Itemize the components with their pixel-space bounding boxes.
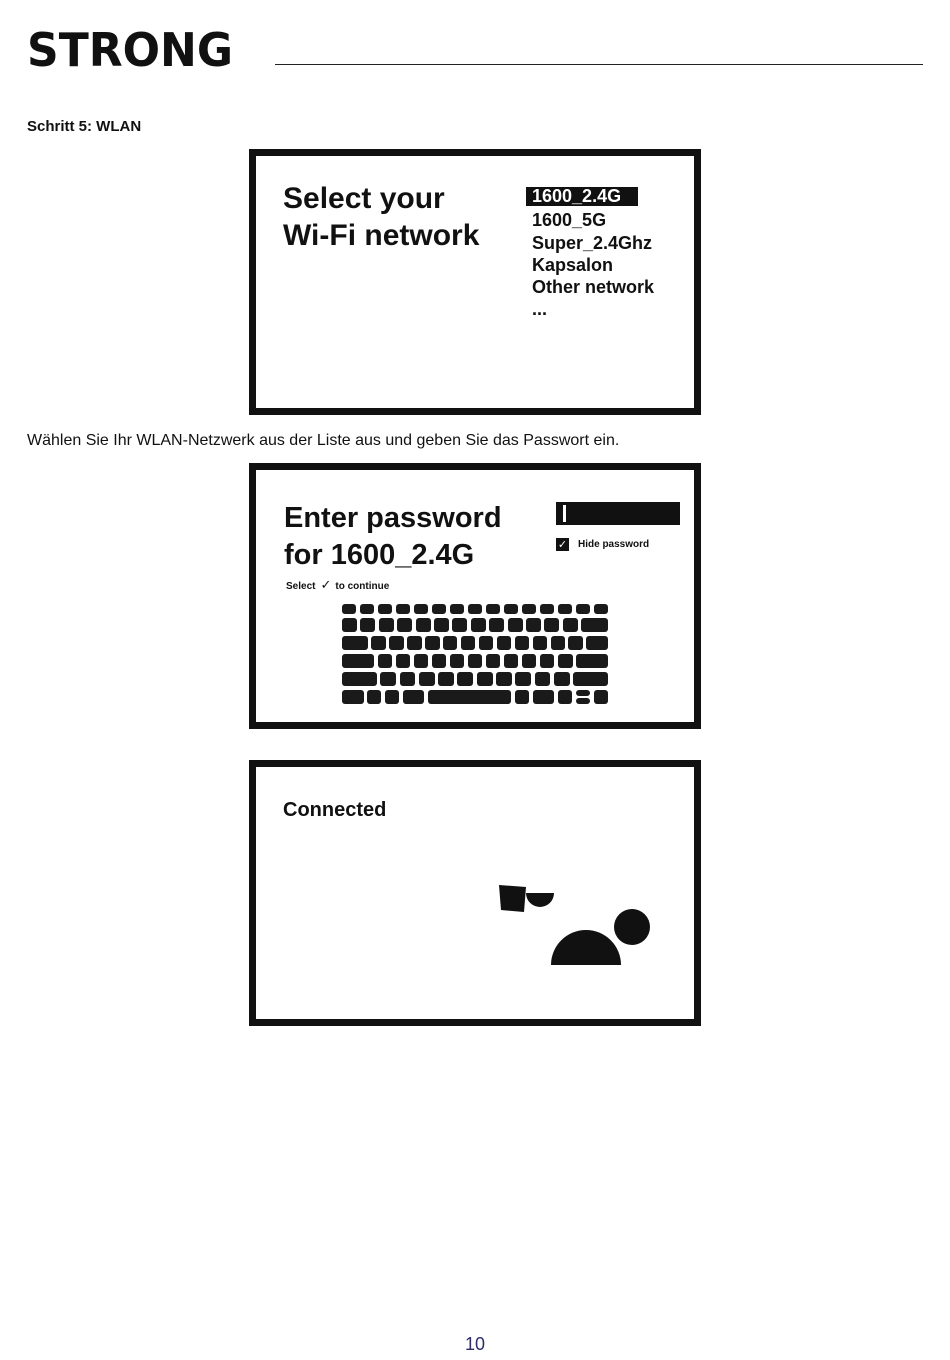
keyboard-key[interactable] <box>594 604 608 614</box>
keyboard-key[interactable] <box>496 672 512 687</box>
keyboard-key[interactable] <box>508 618 523 633</box>
network-item[interactable]: 1600_5G <box>532 210 607 231</box>
keyboard-key-caps[interactable] <box>342 654 374 669</box>
network-item-other[interactable]: Other network <box>532 277 655 298</box>
hint-select-text: Select <box>286 581 316 592</box>
keyboard-key[interactable] <box>522 654 537 669</box>
text-cursor <box>563 505 566 522</box>
hide-password-label: Hide password <box>578 539 650 550</box>
keyboard-key-arrow-up[interactable] <box>576 690 590 696</box>
keyboard-key-shift[interactable] <box>573 672 608 687</box>
square-shape <box>499 885 526 912</box>
keyboard-key[interactable] <box>471 618 486 633</box>
keyboard-key[interactable] <box>432 604 446 614</box>
keyboard-key[interactable] <box>533 690 555 705</box>
password-title-line-1: Enter password <box>284 502 502 534</box>
network-item[interactable]: Super_2.4Ghz <box>532 232 653 253</box>
keyboard-key[interactable] <box>558 654 573 669</box>
keyboard-key[interactable] <box>414 654 429 669</box>
keyboard-key[interactable] <box>489 618 504 633</box>
hide-password-checkbox[interactable]: ✓ <box>557 538 568 551</box>
onscreen-keyboard-icon[interactable] <box>342 604 608 708</box>
keyboard-key-shift[interactable] <box>342 672 377 687</box>
keyboard-key[interactable] <box>443 636 457 651</box>
keyboard-key[interactable] <box>558 604 572 614</box>
keyboard-key[interactable] <box>468 654 483 669</box>
keyboard-key[interactable] <box>438 672 454 687</box>
keyboard-key[interactable] <box>522 604 536 614</box>
network-item[interactable]: Kapsalon <box>532 254 614 275</box>
strong-logo <box>27 26 233 70</box>
keyboard-key[interactable] <box>396 654 411 669</box>
page-number: 10 <box>464 1334 486 1354</box>
keyboard-key[interactable] <box>371 636 385 651</box>
half-dome-shape <box>551 930 621 965</box>
keyboard-key[interactable] <box>407 636 421 651</box>
keyboard-key-tab[interactable] <box>342 636 368 651</box>
keyboard-key-space[interactable] <box>428 690 511 705</box>
circle-shape <box>614 909 650 945</box>
keyboard-key[interactable] <box>504 654 519 669</box>
keyboard-key[interactable] <box>452 618 467 633</box>
hint-continue-text: to continue <box>335 581 390 592</box>
network-item-more[interactable]: ... <box>532 299 548 320</box>
keyboard-key[interactable] <box>385 690 399 705</box>
keyboard-key[interactable] <box>400 672 416 687</box>
keyboard-key[interactable] <box>486 654 501 669</box>
keyboard-key[interactable] <box>403 690 425 705</box>
keyboard-key[interactable] <box>479 636 493 651</box>
connected-screen <box>249 760 701 1026</box>
keyboard-key[interactable] <box>396 604 410 614</box>
network-list <box>526 187 654 321</box>
password-title-line-2: for 1600_2.4G <box>284 539 475 571</box>
keyboard-key[interactable] <box>497 636 511 651</box>
keyboard-key[interactable] <box>367 690 381 705</box>
keyboard-key[interactable] <box>360 618 375 633</box>
keyboard-key[interactable] <box>468 604 482 614</box>
keyboard-key[interactable] <box>461 636 475 651</box>
continue-hint <box>286 580 389 592</box>
keyboard-key[interactable] <box>414 604 428 614</box>
keyboard-key[interactable] <box>419 672 435 687</box>
keyboard-key[interactable] <box>342 618 357 633</box>
keyboard-key[interactable] <box>526 618 541 633</box>
instruction-text: Wählen Sie Ihr WLAN-Netzwerk aus der Liste aus und geben Sie das Passwort ein. <box>27 432 620 449</box>
keyboard-key[interactable] <box>533 636 547 651</box>
keyboard-key[interactable] <box>457 672 473 687</box>
keyboard-key[interactable] <box>378 654 393 669</box>
keyboard-key[interactable] <box>544 618 559 633</box>
keyboard-key[interactable] <box>486 604 500 614</box>
password-input[interactable] <box>556 502 680 525</box>
keyboard-key[interactable] <box>397 618 412 633</box>
connected-title: Connected <box>283 799 387 821</box>
wifi-title-line-2: Wi-Fi network <box>283 219 480 252</box>
network-item-selected[interactable]: 1600_2.4G <box>526 187 638 206</box>
keyboard-key[interactable] <box>515 690 529 705</box>
keyboard-key[interactable] <box>432 654 447 669</box>
svg-text:STRONG: STRONG <box>27 26 233 70</box>
keyboard-key[interactable] <box>540 604 554 614</box>
keyboard-key-arrow-right[interactable] <box>594 690 608 705</box>
keyboard-key[interactable] <box>568 636 582 651</box>
keyboard-key[interactable] <box>450 604 464 614</box>
keyboard-key[interactable] <box>586 636 608 651</box>
keyboard-key[interactable] <box>379 618 394 633</box>
keyboard-key[interactable] <box>425 636 439 651</box>
keyboard-key[interactable] <box>360 604 374 614</box>
hide-password-option[interactable] <box>556 538 649 551</box>
keyboard-key[interactable] <box>554 672 570 687</box>
keyboard-key[interactable] <box>563 618 578 633</box>
keyboard-key[interactable] <box>576 604 590 614</box>
keyboard-key[interactable] <box>380 672 396 687</box>
keyboard-key[interactable] <box>515 672 531 687</box>
password-screen <box>249 463 701 729</box>
keyboard-key-enter[interactable] <box>576 654 608 669</box>
keyboard-key[interactable] <box>504 604 518 614</box>
wifi-title-line-1: Select your <box>283 182 445 215</box>
keyboard-key[interactable] <box>535 672 551 687</box>
password-screen-title <box>284 500 502 574</box>
keyboard-key-arrow-left[interactable] <box>558 690 572 705</box>
keyboard-key[interactable] <box>450 654 465 669</box>
keyboard-key[interactable] <box>434 618 449 633</box>
keyboard-key[interactable] <box>477 672 493 687</box>
keyboard-key[interactable] <box>551 636 565 651</box>
keyboard-key-fn[interactable] <box>342 690 364 705</box>
keyboard-key-backspace[interactable] <box>581 618 608 633</box>
keyboard-arrow-up-down <box>576 690 590 705</box>
keyboard-key[interactable] <box>378 604 392 614</box>
keyboard-key[interactable] <box>389 636 403 651</box>
half-circle-small-shape <box>526 893 554 907</box>
wifi-selection-screen <box>249 149 701 415</box>
keyboard-key[interactable] <box>342 604 356 614</box>
step-heading: Schritt 5: WLAN <box>27 118 142 135</box>
keyboard-key[interactable] <box>540 654 555 669</box>
header-divider <box>275 64 923 65</box>
checkmark-icon: ✓ <box>320 578 332 593</box>
keyboard-key-arrow-down[interactable] <box>576 698 590 704</box>
keyboard-key[interactable] <box>515 636 529 651</box>
keyboard-key[interactable] <box>416 618 431 633</box>
wifi-screen-title <box>283 180 479 254</box>
connected-shapes-icon <box>486 877 656 977</box>
